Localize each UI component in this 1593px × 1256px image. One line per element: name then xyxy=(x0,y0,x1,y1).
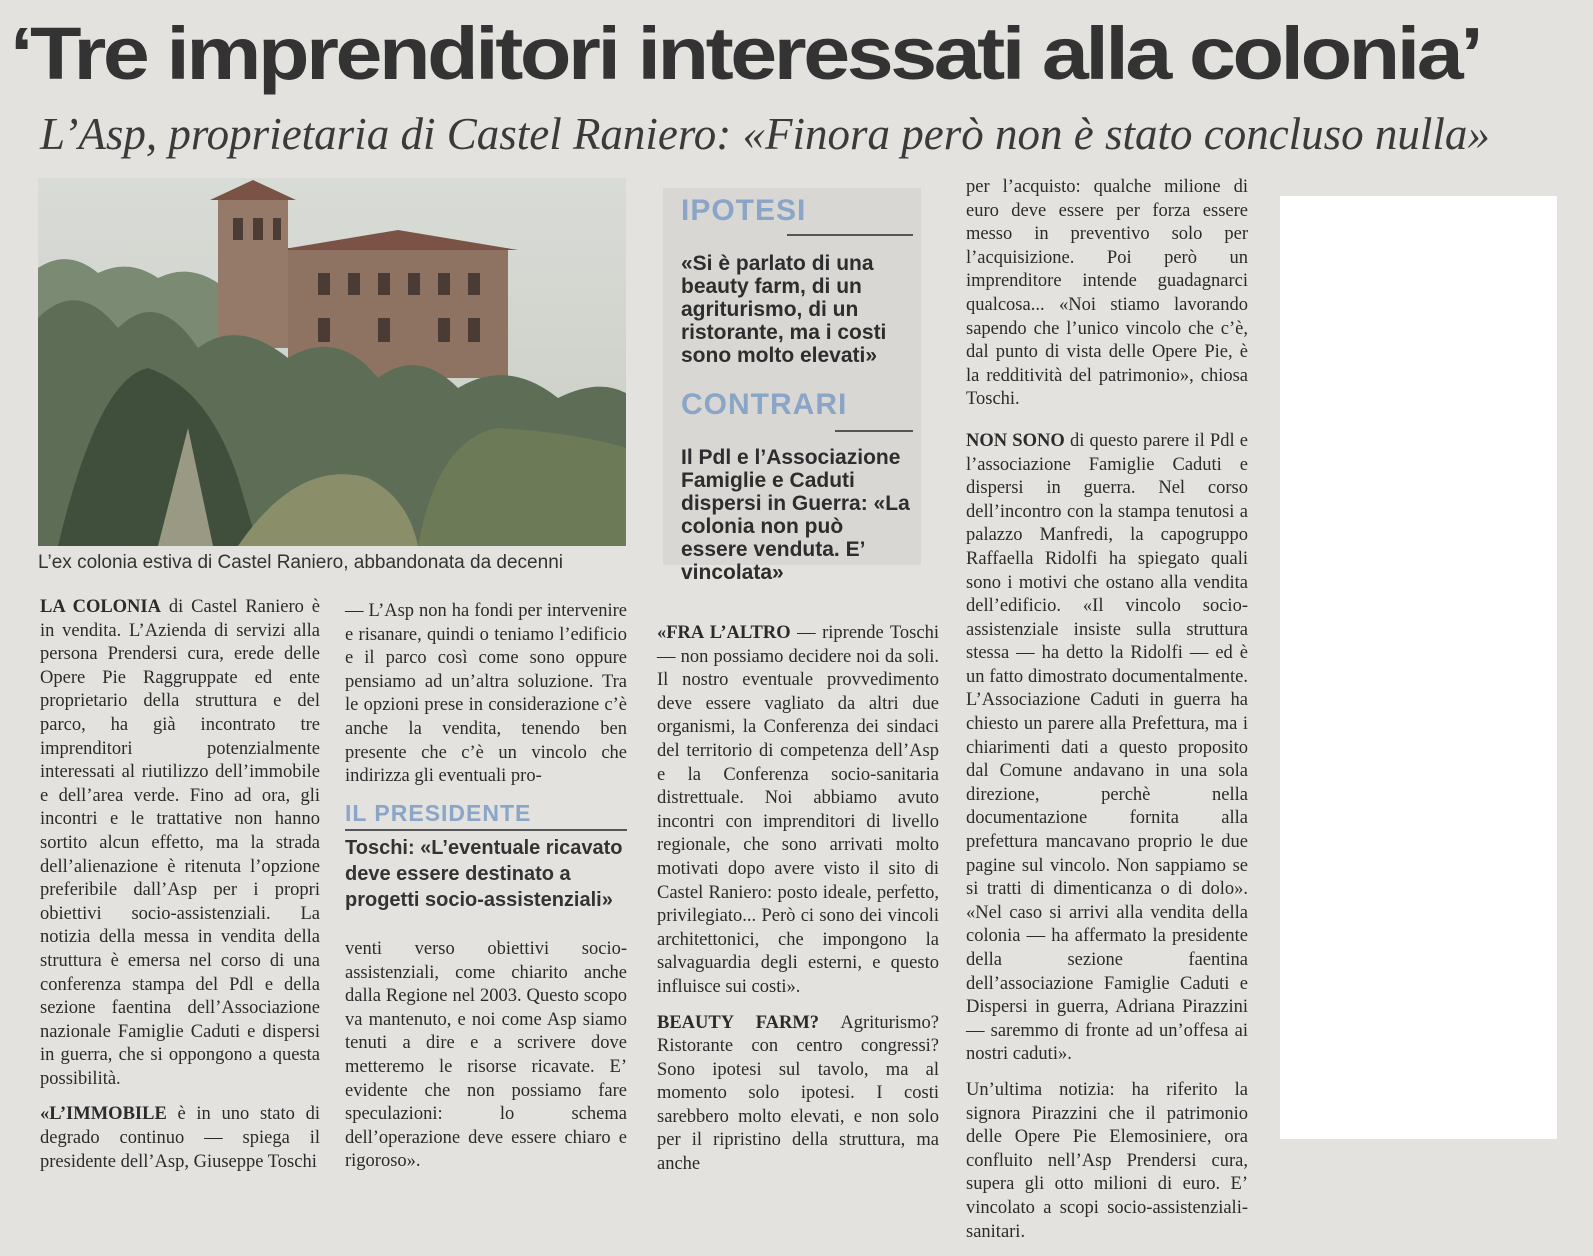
divider xyxy=(835,430,913,432)
blank-area xyxy=(1280,196,1557,1139)
paragraph: venti verso obiettivi socio-assistenziali, come chiarito anche dalla Regione nel 2003. Questo scopo va mantenuto, e noi come Asp siamo tenuti a dire e a scrivere dove metteremo le risorse ricavate. E’ evidente che non possiamo fare speculazioni: lo schema dell’operazione deve essere chiaro e rigoroso». xyxy=(345,939,627,1172)
article-column-2b xyxy=(345,938,627,1186)
contrari-text: Il Pdl e l’Associazione Famiglie e Caduti dispersi in Guerra: «La colonia non può essere venduta. E’ vincolata» xyxy=(681,446,910,584)
sidebar-box xyxy=(663,188,921,584)
divider xyxy=(787,234,913,236)
headline: ‘Tre imprenditori interessati alla colonia’ xyxy=(10,12,1481,95)
subheadline: L’Asp, proprietaria di Castel Raniero: «Finora però non è stato concluso nulla» xyxy=(40,109,1490,159)
colonia-photo xyxy=(38,178,626,546)
article-column-4 xyxy=(966,176,1248,1256)
presidente-label: IL PRESIDENTE xyxy=(345,800,532,826)
ipotesi-text: «Si è parlato di una beauty farm, di un agriturismo, di un ristorante, ma i costi sono molto elevati» xyxy=(681,252,887,367)
paragraph: «FRA L’ALTRO — riprende Toschi — non possiamo decidere noi da soli. Il nostro eventuale provvedimento deve essere vagliato da altri due organismi, la Conferenza dei sindaci del territorio di competenza dell’Asp e la Conferenza socio-sanitaria distrettuale. Noi abbiamo avuto incontri con imprenditori di livello regionale, che sono arrivati molto motivati dopo avere visto il sito di Castel Raniero: posto ideale, perfetto, privilegiato... Però ci sono dei vincoli architettonici, che impongono la salvaguardia degli esterni, e questo influisce sui costi». xyxy=(657,623,939,997)
paragraph: LA COLONIA di Castel Raniero è in vendita. L’Azienda di servizi alla persona Prendersi cura, erede delle Opere Pie Raggruppate ed ente proprietario della struttura e del parco, ha già incontrato tre imprenditori potenzialmente interessati al riutilizzo dell’immobile e dell’area verde. Fino ad ora, gli incontri e le trattative non hanno sortito alcun effetto, ma la strada dell’alienazione è ritenuta l’opzione preferibile dall’Asp per i propri obiettivi socio-assistenziali. La notizia della messa in vendita della struttura è emersa nel corso di una conferenza stampa del Pdl e della sezione faentina dell’Associazione nazionale Famiglie Caduti e dispersi in guerra, che si oppongono a questa possibilità. xyxy=(40,597,321,1089)
paragraph: per l’acquisto: qualche milione di euro deve essere per forza essere messo in preventivo solo per l’acquisizione. Poi però un imprenditore intende guadagnarci qualcosa... «Noi stiamo lavorando sapendo che l’unico vincolo che c’è, dal punto di vista delle Opere Pie, è la redditività del patrimonio», chiosa Toschi. xyxy=(966,177,1248,410)
paragraph: Un’ultima notizia: ha riferito la signora Pirazzini che il patrimonio delle Opere Pie Elemosiniere, ora confluito nell’Asp Prendersi cura, supera gli otto milioni di euro. E’ vincolato a scopi socio-assistenziali-sanitari. xyxy=(966,1079,1248,1242)
paragraph: — L’Asp non ha fondi per intervenire e risanare, quindi o teniamo l’edificio e il parco così come sono oppure pensiamo ad un’altra soluzione. Tra le opzioni prese in considerazione c’è anche la vendita, tenendo ben presente che c’è un vincolo che indirizza gli eventuali pro- xyxy=(345,601,627,787)
ipotesi-label: IPOTESI xyxy=(681,194,807,227)
paragraph: BEAUTY FARM? Agriturismo? Ristorante con centro congressi? Sono ipotesi sul tavolo, ma al momento solo ipotesi. I costi sarebbero molto elevati, e non solo per il ripristino della struttura, ma anche xyxy=(657,1012,939,1175)
article-column-2 xyxy=(345,600,627,801)
presidente-box xyxy=(345,800,627,913)
paragraph: «L’IMMOBILE è in uno stato di degrado continuo — spiega il presidente dell’Asp, Giuseppe Toschi xyxy=(40,1104,320,1172)
photo-caption: L’ex colonia estiva di Castel Raniero, abbandonata da decenni xyxy=(38,552,563,573)
contrari-label: CONTRARI xyxy=(681,388,848,421)
article-column-1 xyxy=(40,596,320,1186)
presidente-quote: Toschi: «L’eventuale ricavato deve essere destinato a progetti socio-assistenziali» xyxy=(345,837,623,911)
article-column-3 xyxy=(657,622,939,1189)
divider xyxy=(345,829,627,831)
paragraph: NON SONO di questo parere il Pdl e l’associazione Famiglie Caduti e dispersi in guerra. Nel corso dell’incontro con la stampa tenutosi a palazzo Manfredi, la capogruppo Raffaella Ridolfi ha spiegato quali sono i motivi che ostano alla vendita dell’edificio. «Il vincolo socio-assistenziale insiste sulla struttura stessa — ha detto la Ridolfi — ed è un fatto dimostrato documentalmente. L’Associazione Caduti in guerra ha chiesto un parere alla Prefettura, ma i chiarimenti dati a questo proposito dal Comune andavano in una sola direzione, perchè nella documentazione fornita alla prefettura mancavano proprio le due pagine sul vincolo. Non sappiamo se si tratti di dimenticanza o di dolo». «Nel caso si arrivi alla vendita della colonia — ha affermato la presidente della sezione faentina dell’associazione Famiglie Caduti e Dispersi in guerra, Adriana Pirazzini — saremmo di fronte ad un’offesa ai nostri caduti». xyxy=(966,430,1248,1065)
